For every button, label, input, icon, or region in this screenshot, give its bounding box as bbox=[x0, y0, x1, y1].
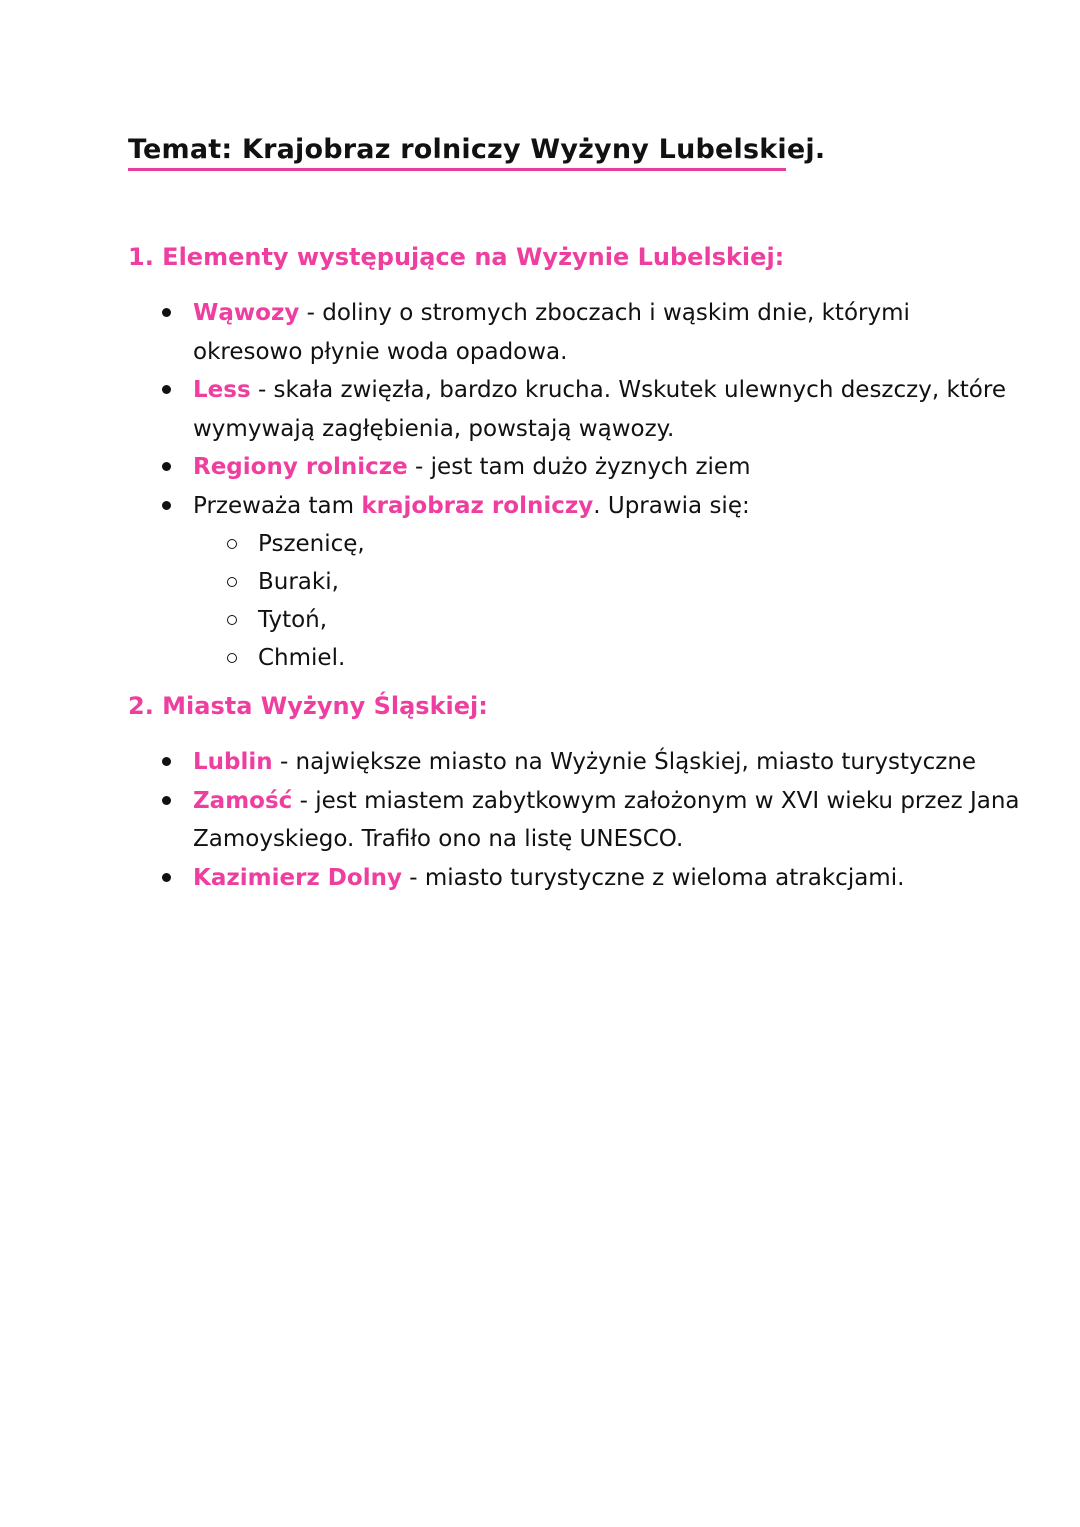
term: Lublin bbox=[193, 749, 273, 775]
page-title: Temat: Krajobraz rolniczy Wyżyny Lubelskiej. bbox=[128, 134, 826, 165]
list-item bbox=[0, 782, 1080, 859]
crop-label: Chmiel. bbox=[258, 645, 346, 671]
list-item bbox=[0, 371, 1080, 448]
term: Zamość bbox=[193, 787, 293, 814]
definition: - jest miastem zabytkowym założonym w XVI wieku przez Jana Zamoyskiego. Trafiło ono na listę UNESCO. bbox=[193, 787, 1020, 852]
text-after: . Uprawia się: bbox=[593, 492, 750, 519]
crop-label: Pszenicę, bbox=[258, 531, 365, 557]
crop-label: Buraki, bbox=[258, 569, 339, 595]
elements-list bbox=[0, 294, 1080, 677]
list-item bbox=[0, 743, 1080, 782]
cities-list bbox=[0, 743, 1080, 897]
definition: - doliny o stromych zboczach i wąskim dnie, którymi okresowo płynie woda opadowa. bbox=[193, 300, 910, 365]
circle-bullet-icon bbox=[227, 653, 237, 663]
circle-bullet-icon bbox=[227, 539, 237, 549]
list-item bbox=[0, 294, 1080, 371]
bullet-icon bbox=[162, 308, 171, 317]
text-before: Przeważa tam bbox=[193, 492, 362, 519]
definition: - skała zwięzła, bardzo krucha. Wskutek ulewnych deszczy, które wymywają zagłębienia, powstają wąwozy. bbox=[193, 377, 1006, 442]
sublist-item bbox=[0, 563, 1080, 601]
definition: - miasto turystyczne z wieloma atrakcjami. bbox=[401, 864, 905, 891]
bullet-icon bbox=[162, 757, 171, 766]
list-item bbox=[0, 859, 1080, 898]
crop-label: Tytoń, bbox=[258, 607, 328, 633]
section-heading-cities: 2. Miasta Wyżyny Śląskiej: bbox=[128, 692, 488, 720]
crops-sublist bbox=[0, 525, 1080, 677]
circle-bullet-icon bbox=[227, 577, 237, 587]
sublist-item bbox=[0, 525, 1080, 563]
list-item bbox=[0, 448, 1080, 487]
definition: - jest tam dużo żyznych ziem bbox=[407, 454, 751, 480]
term: krajobraz rolniczy bbox=[361, 492, 594, 519]
bullet-icon bbox=[162, 796, 171, 805]
section-heading-elements: 1. Elementy występujące na Wyżynie Lubelskiej: bbox=[128, 243, 785, 271]
bullet-icon bbox=[162, 873, 171, 882]
sublist-item bbox=[0, 601, 1080, 639]
circle-bullet-icon bbox=[227, 615, 237, 625]
definition: - największe miasto na Wyżynie Śląskiej, miasto turystyczne bbox=[272, 749, 977, 775]
term: Regiony rolnicze bbox=[193, 454, 408, 480]
term: Kazimierz Dolny bbox=[193, 864, 402, 891]
bullet-icon bbox=[162, 462, 171, 471]
bullet-icon bbox=[162, 385, 171, 394]
term: Less bbox=[193, 377, 251, 403]
term: Wąwozy bbox=[193, 300, 300, 326]
title-underline bbox=[128, 168, 786, 171]
sublist-item bbox=[0, 639, 1080, 677]
list-item bbox=[0, 487, 1080, 526]
bullet-icon bbox=[162, 501, 171, 510]
